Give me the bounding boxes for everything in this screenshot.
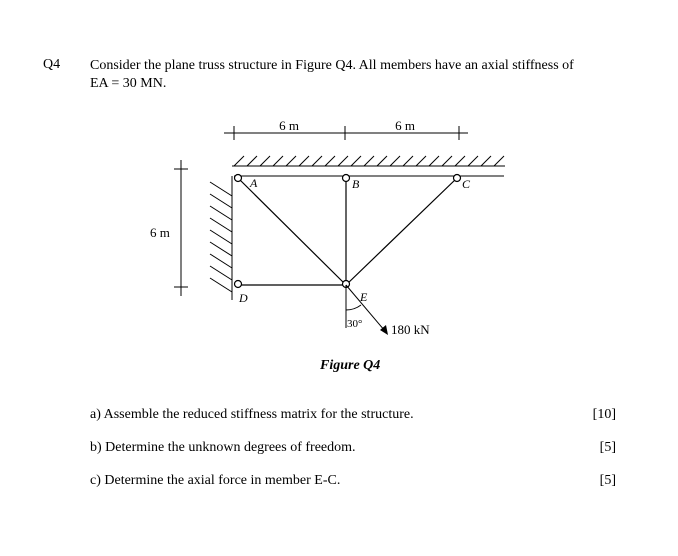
wall-support	[210, 176, 232, 300]
node-d-pin	[235, 281, 242, 288]
member-a-e	[238, 178, 346, 285]
left-dimension	[174, 160, 188, 296]
statement-line-1: Consider the plane truss structure in Figure Q4. All members have an axial stiffness of	[90, 58, 574, 73]
node-b-pin	[343, 175, 350, 182]
top-dimension	[224, 126, 468, 140]
angle-label: 30°	[347, 318, 363, 330]
figure-caption: Figure Q4	[320, 358, 381, 373]
part-b-text: b) Determine the unknown degrees of freedom.	[90, 440, 356, 455]
dim-left-label: 6 m	[150, 225, 170, 240]
node-e-label: E	[360, 290, 368, 304]
node-d-label: D	[239, 291, 248, 305]
part-b-marks: [5]	[599, 440, 616, 455]
pin-nodes	[235, 175, 461, 288]
statement-line-2: EA = 30 MN.	[90, 76, 167, 91]
node-a-pin	[235, 175, 242, 182]
node-c-pin	[454, 175, 461, 182]
part-c-marks: [5]	[599, 473, 616, 488]
ceiling-support	[232, 156, 505, 176]
dim-top-right-label: 6 m	[395, 118, 415, 133]
part-a-text: a) Assemble the reduced stiffness matrix for the structure.	[90, 407, 414, 422]
node-b-label: B	[352, 177, 360, 191]
dim-top-left-label: 6 m	[279, 118, 299, 133]
part-c-text: c) Determine the axial force in member E-C.	[90, 473, 341, 488]
question-number: Q4	[43, 57, 61, 72]
load-label: 180 kN	[391, 322, 430, 337]
truss-members	[238, 178, 457, 285]
part-a-marks: [10]	[592, 407, 616, 422]
node-c-label: C	[462, 177, 471, 191]
node-a-label: A	[250, 176, 258, 190]
member-c-e	[346, 178, 457, 285]
